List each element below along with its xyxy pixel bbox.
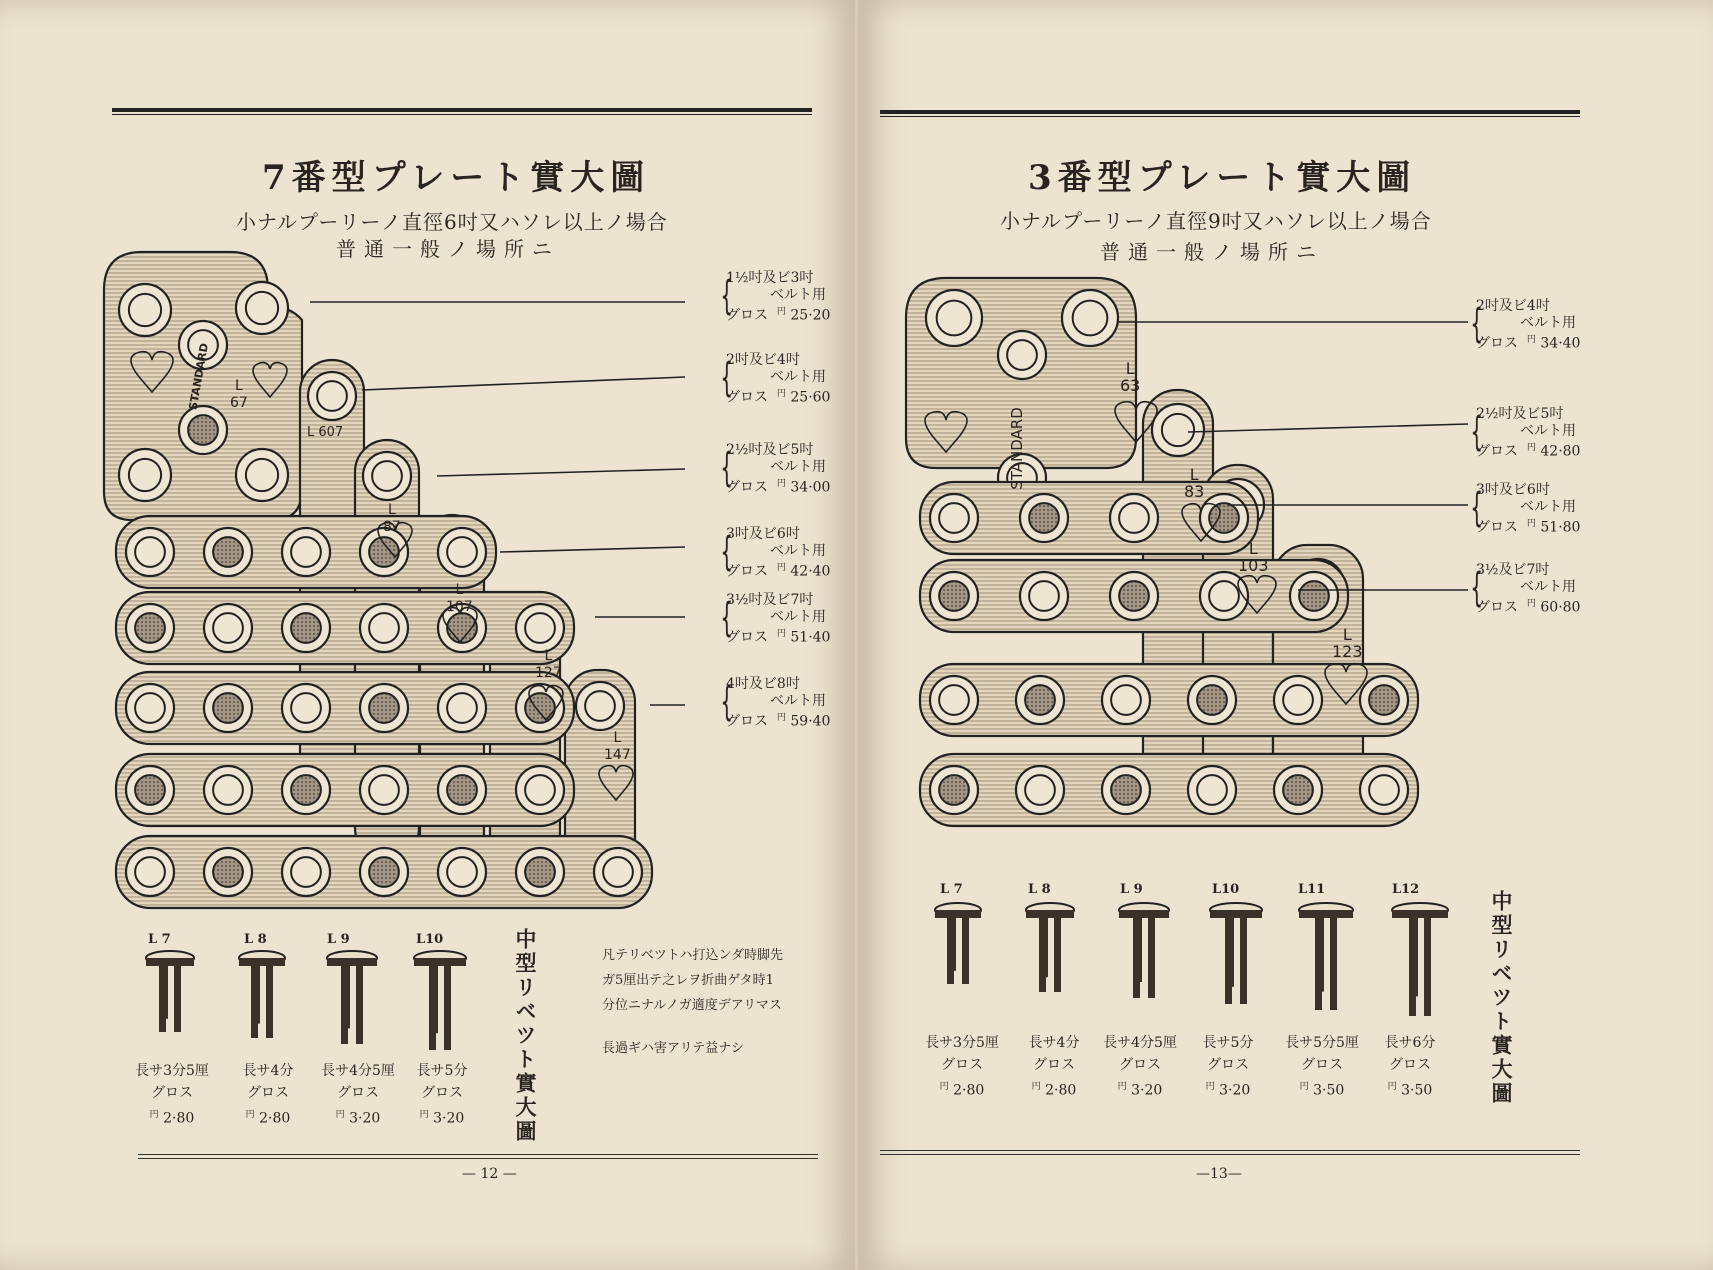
rivet-head-edge bbox=[1392, 910, 1448, 918]
gross-price: グロス $^円$ 25·60 bbox=[726, 389, 831, 406]
belt-size: 3½吋及ビ7吋 bbox=[726, 592, 814, 608]
rivet-hole-inner bbox=[447, 693, 477, 723]
rivet-drawings bbox=[935, 903, 1448, 1016]
brace-mark: { bbox=[720, 529, 734, 575]
plate-number-extra: L 607 bbox=[307, 425, 344, 440]
rivet-leg bbox=[1330, 918, 1337, 1010]
rivet-gross: グロス bbox=[1301, 1057, 1343, 1073]
brace-mark: { bbox=[720, 679, 734, 725]
rivet-spec bbox=[1358, 1032, 1462, 1102]
note-line: 分位ニナルノガ適度デアリマス bbox=[602, 998, 782, 1013]
plate-number-127: L 127 bbox=[535, 648, 562, 681]
price-label bbox=[1470, 482, 1581, 537]
page-subtitle-2: 普通一般ノ場所ニ bbox=[336, 237, 560, 261]
rivet-hole-inner bbox=[246, 292, 278, 324]
page-title: 7番型プレート實大圖 bbox=[262, 158, 651, 198]
rivet-gross: グロス bbox=[1033, 1057, 1075, 1073]
plate-number-67: L 67 bbox=[230, 378, 248, 411]
gross-price: グロス $^円$ 51·40 bbox=[726, 629, 831, 646]
brace-mark: { bbox=[720, 273, 734, 319]
rivet-leg bbox=[947, 918, 954, 984]
rivet-hole-inner bbox=[369, 775, 399, 805]
rivet-gross: グロス bbox=[421, 1085, 463, 1101]
gross-price: グロス $^円$ 59·40 bbox=[726, 713, 831, 730]
plate-number-83: L 83 bbox=[1184, 465, 1205, 501]
belt-use: ベルト用 bbox=[770, 543, 826, 559]
brace-mark: { bbox=[720, 595, 734, 641]
plate-number-147: L 147 bbox=[604, 730, 631, 763]
rivet-hole-inner bbox=[291, 613, 321, 643]
rivet-hole-inner bbox=[1073, 301, 1108, 336]
rivet-hole-inner bbox=[1025, 685, 1055, 715]
rivet-price: $^円$ 2·80 bbox=[939, 1082, 985, 1099]
belt-use: ベルト用 bbox=[1520, 423, 1576, 439]
rivet-leg bbox=[962, 918, 969, 984]
belt-use: ベルト用 bbox=[770, 369, 826, 385]
rivet-hole-inner bbox=[369, 613, 399, 643]
rivet-leg bbox=[1409, 918, 1416, 1016]
belt-use: ベルト用 bbox=[770, 609, 826, 625]
rivet-leg bbox=[444, 966, 451, 1050]
rivet-hole-inner bbox=[937, 301, 972, 336]
rivet-code: L 7 bbox=[940, 882, 963, 897]
rivet-hole-inner bbox=[447, 537, 477, 567]
page-number: — 12 — bbox=[462, 1166, 517, 1182]
belt-size: 2吋及ビ4吋 bbox=[726, 352, 800, 368]
rivet-price: $^円$ 3·50 bbox=[1387, 1082, 1433, 1099]
rivet-hole-inner bbox=[1007, 340, 1037, 370]
belt-use: ベルト用 bbox=[770, 459, 826, 475]
page-subtitle: 小ナルプーリーノ直徑6吋又ハソレ以上ノ場合 bbox=[236, 210, 668, 234]
rivet-code: L11 bbox=[1298, 882, 1326, 897]
rivet-hole-inner bbox=[135, 693, 165, 723]
rivet-hole-inner bbox=[129, 294, 161, 326]
belt-use: ベルト用 bbox=[770, 693, 826, 709]
price-label bbox=[720, 592, 831, 647]
rivet-leg bbox=[1039, 918, 1046, 992]
rivet-leg bbox=[356, 966, 363, 1044]
rivet-leg bbox=[1315, 918, 1322, 1010]
price-label bbox=[720, 270, 831, 325]
rivet-leg bbox=[1240, 918, 1247, 1004]
rivet-leg bbox=[159, 966, 166, 1032]
bottom-rule bbox=[138, 1154, 818, 1159]
rivet-spec bbox=[910, 1032, 1014, 1102]
rivet-hole-inner bbox=[369, 693, 399, 723]
rivet-hole-inner bbox=[213, 857, 243, 887]
rivet-gross: グロス bbox=[941, 1057, 983, 1073]
rivet-hole-inner bbox=[135, 857, 165, 887]
brace-mark: { bbox=[1470, 409, 1484, 455]
rivet-hole-inner bbox=[1029, 503, 1059, 533]
belt-size: 2吋及ビ4吋 bbox=[1476, 298, 1550, 314]
rivet-length: 長サ3分5厘 bbox=[135, 1063, 209, 1079]
plate-number-123: L 123 bbox=[1332, 625, 1363, 661]
rivet-hole-inner bbox=[1209, 503, 1239, 533]
rivet-head-edge bbox=[239, 958, 285, 966]
belt-use: ベルト用 bbox=[1520, 315, 1576, 331]
rivet-code: L10 bbox=[1212, 882, 1240, 897]
rivet-hole-inner bbox=[1197, 775, 1227, 805]
rivet-length: 長サ4分 bbox=[242, 1063, 294, 1079]
rivet-price: $^円$ 2·80 bbox=[149, 1110, 195, 1127]
gross-price: グロス $^円$ 51·80 bbox=[1476, 519, 1581, 536]
price-label bbox=[720, 676, 831, 731]
plate-number-63: L 63 bbox=[1120, 359, 1141, 395]
page-subtitle-2: 普通一般ノ場所ニ bbox=[1100, 240, 1324, 264]
rivet-hole-inner bbox=[129, 459, 161, 491]
rivet-price: $^円$ 3·20 bbox=[1205, 1082, 1251, 1099]
rivet-price: $^円$ 3·20 bbox=[419, 1110, 465, 1127]
rivet-hole-inner bbox=[1029, 581, 1059, 611]
belt-size: 2½吋及ビ5吋 bbox=[726, 442, 814, 458]
rivet-code: L 9 bbox=[327, 932, 350, 947]
brace-mark: { bbox=[1470, 301, 1484, 347]
rivet-leg bbox=[1054, 918, 1061, 992]
gross-price: グロス $^円$ 25·20 bbox=[726, 307, 831, 324]
belt-use: ベルト用 bbox=[770, 287, 826, 303]
rivet-hole-inner bbox=[1209, 581, 1239, 611]
note-line: ガ5厘出テ之レヲ折曲ゲタ時1 bbox=[602, 973, 774, 988]
rivet-hole-inner bbox=[1162, 414, 1194, 446]
rivet-leg bbox=[1148, 918, 1155, 998]
rivet-hole-inner bbox=[1119, 581, 1149, 611]
rivet-code: L 7 bbox=[148, 932, 171, 947]
rivet-code: L 8 bbox=[1028, 882, 1051, 897]
rivet-length: 長サ6分 bbox=[1384, 1035, 1436, 1051]
rivet-hole-inner bbox=[939, 685, 969, 715]
rivet-price: $^円$ 2·80 bbox=[1031, 1082, 1077, 1099]
rivet-gross: グロス bbox=[247, 1085, 289, 1101]
plate-number-87: L 87 bbox=[383, 502, 401, 535]
rivet-code: L10 bbox=[416, 932, 444, 947]
rivet-hole-inner bbox=[447, 857, 477, 887]
rivet-hole-inner bbox=[525, 613, 555, 643]
standard-stamp: STANDARD bbox=[186, 342, 212, 411]
note-line: 長過ギハ害アリテ益ナシ bbox=[602, 1041, 744, 1056]
belt-size: 3½及ビ7吋 bbox=[1476, 562, 1550, 578]
rivet-code: L 8 bbox=[244, 932, 267, 947]
plate-row bbox=[116, 754, 574, 826]
rivet-drawings bbox=[146, 951, 466, 1050]
rivet-length: 長サ4分 bbox=[1028, 1035, 1080, 1051]
brace-mark: { bbox=[1470, 485, 1484, 531]
rivet-hole-inner bbox=[213, 537, 243, 567]
rivet-head-edge bbox=[414, 958, 466, 966]
page-title: 3番型プレート實大圖 bbox=[1028, 158, 1417, 198]
plate-number-103: L 103 bbox=[1238, 539, 1269, 575]
rivet-hole-inner bbox=[939, 581, 969, 611]
rivet-leg bbox=[266, 966, 273, 1038]
rivet-hole-inner bbox=[939, 503, 969, 533]
gross-price: グロス $^円$ 34·00 bbox=[726, 479, 831, 496]
rivet-hole-inner bbox=[369, 857, 399, 887]
belt-size: 3吋及ビ6吋 bbox=[1476, 482, 1550, 498]
belt-use: ベルト用 bbox=[1520, 579, 1576, 595]
stacked-plates bbox=[104, 252, 652, 908]
brace-mark: { bbox=[720, 445, 734, 491]
rivet-hole-inner bbox=[369, 537, 399, 567]
plate-row bbox=[116, 672, 574, 744]
rivet-leg bbox=[251, 966, 258, 1038]
belt-use: ベルト用 bbox=[1520, 499, 1576, 515]
belt-size: 2½吋及ビ5吋 bbox=[1476, 406, 1564, 422]
rivet-head-edge bbox=[327, 958, 377, 966]
brace-mark: { bbox=[1470, 565, 1484, 611]
page-subtitle: 小ナルプーリーノ直徑9吋又ハソレ以上ノ場合 bbox=[1000, 209, 1432, 233]
bottom-rule bbox=[880, 1150, 1580, 1155]
price-label bbox=[1470, 298, 1581, 353]
rivet-hole-inner bbox=[291, 537, 321, 567]
price-label bbox=[720, 442, 831, 497]
rivet-hole-inner bbox=[1119, 503, 1149, 533]
rivet-hole-inner bbox=[291, 775, 321, 805]
rivet-hole-inner bbox=[1283, 775, 1313, 805]
rivet-notes bbox=[602, 943, 783, 1061]
plate-row bbox=[116, 592, 574, 664]
rivet-spec bbox=[216, 1060, 320, 1130]
rivet-hole-inner bbox=[1025, 775, 1055, 805]
rivet-title: 中型リベツト實大圖 bbox=[1489, 890, 1514, 1106]
rivet-leg bbox=[1225, 918, 1232, 1004]
rivet-code: L 9 bbox=[1120, 882, 1143, 897]
price-label bbox=[720, 526, 831, 581]
rivet-length: 長サ5分5厘 bbox=[1285, 1035, 1359, 1051]
rivet-spec bbox=[390, 1060, 494, 1130]
rivet-hole-inner bbox=[246, 459, 278, 491]
rivet-gross: グロス bbox=[337, 1085, 379, 1101]
rivet-code: L12 bbox=[1392, 882, 1420, 897]
rivet-gross: グロス bbox=[1119, 1057, 1161, 1073]
rivet-length: 長サ4分5厘 bbox=[1103, 1035, 1177, 1051]
rivet-hole-inner bbox=[213, 693, 243, 723]
rivet-hole-inner bbox=[603, 857, 633, 887]
plate-row bbox=[920, 754, 1418, 826]
price-label bbox=[1470, 562, 1581, 617]
rivet-leg bbox=[341, 966, 348, 1044]
gross-price: グロス $^円$ 34·40 bbox=[1476, 335, 1581, 352]
gross-price: グロス $^円$ 42·40 bbox=[726, 563, 831, 580]
rivet-price: $^円$ 2·80 bbox=[245, 1110, 291, 1127]
rivet-leg bbox=[174, 966, 181, 1032]
standard-stamp: STANDARD bbox=[1007, 407, 1026, 490]
rivet-hole-inner bbox=[372, 461, 402, 491]
gross-price: グロス $^円$ 60·80 bbox=[1476, 599, 1581, 616]
rivet-gross: グロス bbox=[1389, 1057, 1431, 1073]
belt-size: 3吋及ビ6吋 bbox=[726, 526, 800, 542]
rivet-hole-inner bbox=[1111, 685, 1141, 715]
rivet-hole-inner bbox=[585, 691, 615, 721]
page-number: —13— bbox=[1196, 1166, 1242, 1182]
rivet-head-edge bbox=[1119, 910, 1169, 918]
rivet-hole-inner bbox=[1369, 775, 1399, 805]
rivet-price: $^円$ 3·20 bbox=[1117, 1082, 1163, 1099]
rivet-hole-inner bbox=[213, 613, 243, 643]
rivet-leg bbox=[1424, 918, 1431, 1016]
page-13 bbox=[858, 0, 1713, 1270]
stacked-plates bbox=[906, 278, 1418, 826]
belt-size: 4吋及ビ8吋 bbox=[726, 676, 800, 692]
rivet-head-edge bbox=[1210, 910, 1262, 918]
rivet-hole-inner bbox=[525, 775, 555, 805]
rivet-leg bbox=[429, 966, 436, 1050]
rivet-length: 長サ5分 bbox=[416, 1063, 468, 1079]
rivet-head-edge bbox=[1299, 910, 1353, 918]
rivet-hole-inner bbox=[213, 775, 243, 805]
rivet-price: $^円$ 3·20 bbox=[335, 1110, 381, 1127]
rivet-length: 長サ3分5厘 bbox=[925, 1035, 999, 1051]
rivet-hole-inner bbox=[447, 775, 477, 805]
rivet-length: 長サ4分5厘 bbox=[321, 1063, 395, 1079]
rivet-hole-inner bbox=[1369, 685, 1399, 715]
rivet-leg bbox=[1133, 918, 1140, 998]
rivet-head-edge bbox=[146, 958, 194, 966]
rivet-price: $^円$ 3·50 bbox=[1299, 1082, 1345, 1099]
rivet-hole-inner bbox=[939, 775, 969, 805]
rivet-hole-inner bbox=[1111, 775, 1141, 805]
rivet-hole-inner bbox=[291, 693, 321, 723]
rivet-hole-inner bbox=[317, 381, 347, 411]
rivet-hole-inner bbox=[525, 857, 555, 887]
rivet-head-edge bbox=[1026, 910, 1074, 918]
rivet-spec bbox=[1176, 1032, 1280, 1102]
rivet-hole-inner bbox=[291, 857, 321, 887]
rivet-hole-inner bbox=[1283, 685, 1313, 715]
price-label bbox=[720, 352, 831, 407]
rivet-hole-inner bbox=[1299, 581, 1329, 611]
rivet-spec bbox=[120, 1060, 224, 1130]
page-12 bbox=[0, 0, 855, 1270]
gross-price: グロス $^円$ 42·80 bbox=[1476, 443, 1581, 460]
rivet-hole-inner bbox=[188, 415, 218, 445]
rivet-hole-inner bbox=[1197, 685, 1227, 715]
rivet-hole-inner bbox=[135, 537, 165, 567]
belt-size: 1½吋及ビ3吋 bbox=[726, 270, 814, 286]
rivet-length: 長サ5分 bbox=[1202, 1035, 1254, 1051]
rivet-hole-inner bbox=[135, 775, 165, 805]
price-label bbox=[1470, 406, 1581, 461]
rivet-gross: グロス bbox=[151, 1085, 193, 1101]
brace-mark: { bbox=[720, 355, 734, 401]
plate-number-107: L 107 bbox=[446, 582, 473, 615]
rivet-gross: グロス bbox=[1207, 1057, 1249, 1073]
rivet-hole-inner bbox=[135, 613, 165, 643]
rivet-title: 中型リベツト實大圖 bbox=[513, 928, 538, 1144]
rivet-head-edge bbox=[935, 910, 981, 918]
note-line: 凡テリベツトハ打込ンダ時脚先 bbox=[602, 948, 783, 963]
